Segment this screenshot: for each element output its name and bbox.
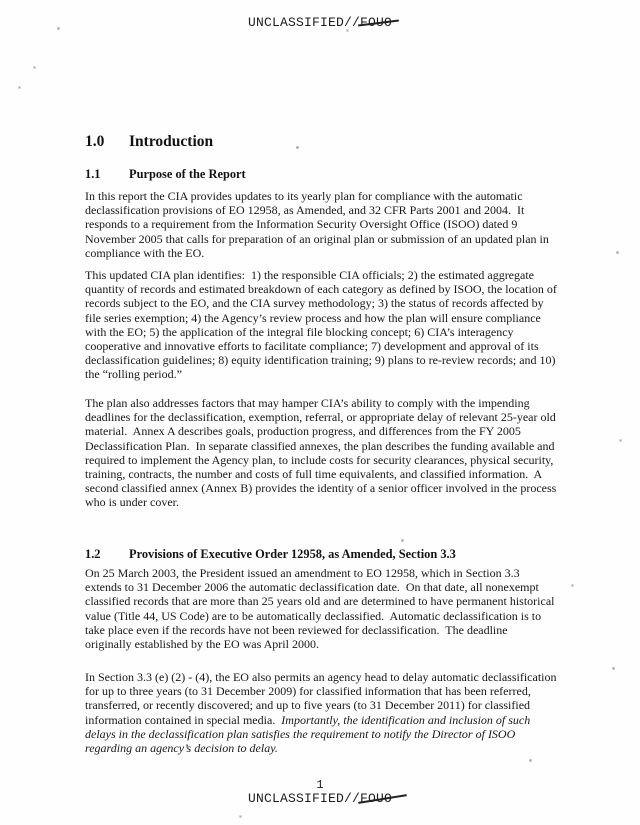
paragraph-purpose-2: This updated CIA plan identifies: 1) the responsible CIA officials; 2) the estimated aggregate quantity of records and estimated breakdown of each category as defined by ISOO, the location of records subject to the EO, and the CIA survey methodology; 3) the status of records affected by file series exemption; 4) the Agency’s review process and how the plan will ensure compliance with the EO; 5) the application of the integral file blocking concept; 6) CIA’s interagency cooperative and innovative efforts to facilitate compliance; 7) development and approval of its declassification guidelines; 8) equity identification training; 9) plans to re-review records; and 10) the “rolling period.” xyxy=(85,268,560,382)
classification-prefix: UNCLASSIFIED// xyxy=(247,791,360,806)
section-number: 1.0 xyxy=(85,133,105,150)
section-number: 1.2 xyxy=(85,547,101,561)
classification-footer xyxy=(0,791,640,806)
struck-fouo-marking: FOUO xyxy=(360,15,393,30)
section-heading-purpose xyxy=(85,167,565,182)
page-number: 1 xyxy=(316,778,324,792)
scan-noise-speckles xyxy=(0,0,1,1)
paragraph-provisions-2-italic: Importantly, the identification and inclusion of such delays in the declassification plan satisfies the requirement to notify the Director of ISOO regarding an agency’s decision to delay. xyxy=(85,712,534,756)
paragraph-provisions-2-normal: In Section 3.3 (e) (2) - (4), the EO also permits an agency head to delay automatic declassification for up to three years (to 31 December 2009) for classified information that has been referred, transferred, or recently discovered; and up to five years (to 31 December 2011) for classified information contained in special media. xyxy=(85,670,560,727)
section-title: Introduction xyxy=(129,133,214,150)
paragraph-purpose-1: In this report the CIA provides updates to its yearly plan for compliance with the automatic declassification provisions of EO 12958, as Amended, and 32 CFR Parts 2001 and 2004. It responds to a requirement from the Information Security Oversight Office (ISOO) dated 9 November 2005 that calls for preparation of an original plan or submission of an updated plan in compliance with the EO. xyxy=(85,189,552,260)
classification-header xyxy=(0,15,640,30)
paragraph-provisions-2 xyxy=(85,670,560,756)
paragraph-provisions-1: On 25 March 2003, the President issued an amendment to EO 12958, which in Section 3.3 extends to 31 December 2006 the automatic declassification date. On that date, all nonexempt classified records that are more than 25 years old and are determined to have permanent historical value (Title 44, US Code) are to be automatically declassified. Automatic declassification is to take place even if the records have not been reviewed for declassification. The deadline originally established by the EO was April 2000. xyxy=(85,566,558,652)
classification-prefix: UNCLASSIFIED// xyxy=(247,15,360,30)
paragraph-purpose-3: The plan also addresses factors that may hamper CIA’s ability to comply with the impending deadlines for the declassification, exemption, referral, or appropriate delay of relevant 25-year old material. Annex A describes goals, production progress, and differences from the FY 2005 Declassification Plan. In separate classified annexes, the plan describes the funding available and required to implement the Agency plan, to include costs for security clearances, physical security, training, contracts, the number and costs of full time equivalents, and classified information. A second classified annex (Annex B) provides the identity of a senior officer involved in the process who is under cover. xyxy=(85,396,560,510)
section-heading-provisions xyxy=(85,547,565,562)
section-heading-introduction xyxy=(85,133,565,151)
struck-fouo-marking: FOUO xyxy=(360,791,393,806)
section-number: 1.1 xyxy=(85,167,101,181)
section-title: Provisions of Executive Order 12958, as Amended, Section 3.3 xyxy=(129,547,456,561)
section-title: Purpose of the Report xyxy=(129,167,246,181)
